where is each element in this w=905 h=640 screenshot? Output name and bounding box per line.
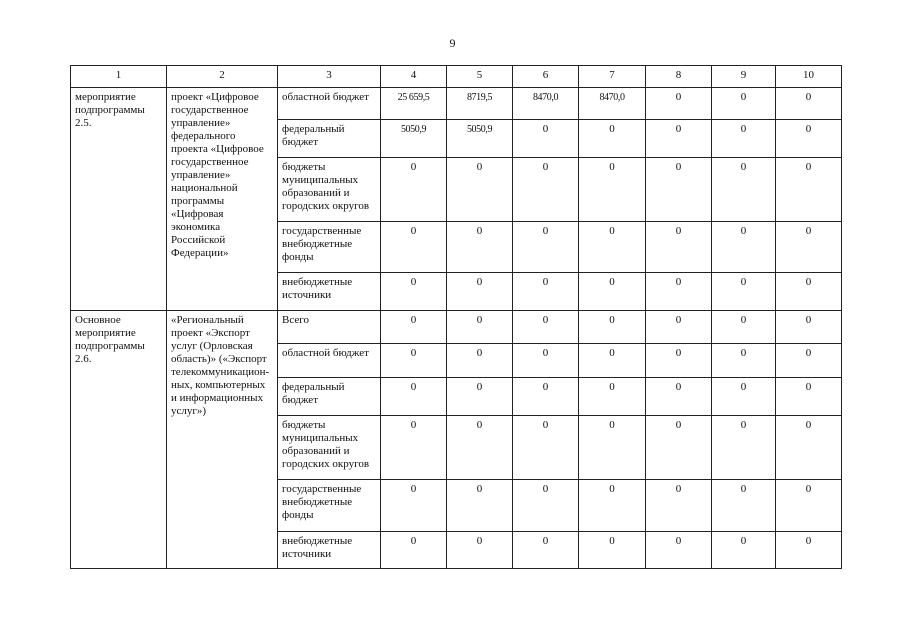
value-cell: 0: [646, 378, 712, 416]
value-cell: 0: [776, 378, 842, 416]
value-cell: 0: [646, 88, 712, 120]
funding-source-cell: государственные внебюджетные фонды: [278, 480, 381, 532]
funding-source-cell: областной бюджет: [278, 344, 381, 378]
column-header: 10: [776, 66, 842, 88]
value-cell: 0: [646, 273, 712, 311]
column-header: 9: [712, 66, 776, 88]
value-cell: 5050,9: [381, 120, 447, 158]
value-cell: 0: [712, 378, 776, 416]
funding-source-cell: государственные внебюджетные фонды: [278, 222, 381, 273]
value-cell: 0: [579, 378, 646, 416]
value-cell: 0: [447, 311, 513, 344]
value-cell: 0: [776, 222, 842, 273]
value-cell: 0: [776, 120, 842, 158]
value-cell: 0: [776, 88, 842, 120]
value-cell: 0: [712, 222, 776, 273]
value-cell: 0: [447, 378, 513, 416]
value-cell: 0: [381, 416, 447, 480]
value-cell: 0: [447, 273, 513, 311]
value-cell: 0: [381, 532, 447, 569]
column-header: 3: [278, 66, 381, 88]
value-cell: 0: [513, 222, 579, 273]
value-cell: 0: [447, 344, 513, 378]
value-cell: 0: [579, 311, 646, 344]
value-cell: 0: [776, 311, 842, 344]
value-cell: 0: [381, 378, 447, 416]
column-header: 2: [167, 66, 278, 88]
value-cell: 0: [513, 532, 579, 569]
value-cell: 0: [646, 311, 712, 344]
value-cell: 0: [579, 480, 646, 532]
value-cell: 5050,9: [447, 120, 513, 158]
value-cell: 0: [712, 88, 776, 120]
value-cell: 0: [447, 480, 513, 532]
value-cell: 0: [776, 158, 842, 222]
value-cell: 0: [712, 158, 776, 222]
value-cell: 0: [712, 273, 776, 311]
value-cell: 0: [381, 480, 447, 532]
value-cell: 0: [646, 344, 712, 378]
project-name-cell: «Региональный проект «Экспорт услуг (Орловская область)» («Экспорт телекоммуникацион-ных, компьютерных и информационных услуг»): [167, 311, 278, 569]
event-name-cell: Основное мероприятие подпрограммы 2.6.: [71, 311, 167, 569]
value-cell: 0: [776, 480, 842, 532]
value-cell: 0: [381, 273, 447, 311]
funding-source-cell: федеральный бюджет: [278, 120, 381, 158]
value-cell: 0: [447, 158, 513, 222]
value-cell: 8470,0: [579, 88, 646, 120]
value-cell: 0: [513, 120, 579, 158]
value-cell: 0: [579, 532, 646, 569]
value-cell: 0: [513, 344, 579, 378]
page-number: 9: [449, 36, 456, 50]
value-cell: 0: [646, 120, 712, 158]
value-cell: 0: [579, 120, 646, 158]
column-header: 4: [381, 66, 447, 88]
value-cell: 0: [513, 480, 579, 532]
funding-source-cell: федеральный бюджет: [278, 378, 381, 416]
value-cell: 0: [381, 344, 447, 378]
funding-source-cell: областной бюджет: [278, 88, 381, 120]
value-cell: 0: [447, 532, 513, 569]
value-cell: 0: [712, 311, 776, 344]
column-header: 6: [513, 66, 579, 88]
column-header: 7: [579, 66, 646, 88]
value-cell: 0: [579, 222, 646, 273]
value-cell: 0: [712, 416, 776, 480]
project-name-cell: проект «Цифровое государственное управление» федерального проекта «Цифровое государственное управление» национальной программы «Цифровая экономика Российской Федерации»: [167, 88, 278, 311]
value-cell: 0: [776, 416, 842, 480]
funding-source-cell: бюджеты муниципальных образований и городских округов: [278, 416, 381, 480]
value-cell: 0: [776, 532, 842, 569]
value-cell: 0: [513, 158, 579, 222]
funding-source-cell: Всего: [278, 311, 381, 344]
value-cell: 0: [381, 222, 447, 273]
value-cell: 0: [381, 158, 447, 222]
value-cell: 0: [646, 532, 712, 569]
value-cell: 0: [513, 311, 579, 344]
funding-source-cell: внебюджетные источники: [278, 273, 381, 311]
value-cell: 0: [712, 480, 776, 532]
table-row: [71, 311, 842, 344]
value-cell: 0: [646, 480, 712, 532]
value-cell: 0: [712, 120, 776, 158]
event-name-cell: мероприятие подпрограммы 2.5.: [71, 88, 167, 311]
column-header: 1: [71, 66, 167, 88]
funding-source-cell: внебюджетные источники: [278, 532, 381, 569]
value-cell: 0: [447, 222, 513, 273]
value-cell: 0: [579, 344, 646, 378]
value-cell: 0: [646, 222, 712, 273]
column-header: 5: [447, 66, 513, 88]
column-number-row: [71, 66, 842, 88]
value-cell: 0: [712, 344, 776, 378]
value-cell: 0: [776, 344, 842, 378]
value-cell: 25 659,5: [381, 88, 447, 120]
value-cell: 0: [776, 273, 842, 311]
value-cell: 0: [579, 273, 646, 311]
value-cell: 0: [646, 416, 712, 480]
value-cell: 0: [712, 532, 776, 569]
value-cell: 8470,0: [513, 88, 579, 120]
value-cell: 0: [447, 416, 513, 480]
value-cell: 0: [513, 378, 579, 416]
funding-source-cell: бюджеты муниципальных образований и городских округов: [278, 158, 381, 222]
value-cell: 0: [579, 416, 646, 480]
column-header: 8: [646, 66, 712, 88]
value-cell: 0: [513, 416, 579, 480]
value-cell: 0: [381, 311, 447, 344]
value-cell: 0: [579, 158, 646, 222]
budget-table: [70, 65, 842, 569]
value-cell: 0: [646, 158, 712, 222]
value-cell: 0: [513, 273, 579, 311]
value-cell: 8719,5: [447, 88, 513, 120]
table-row: [71, 88, 842, 120]
